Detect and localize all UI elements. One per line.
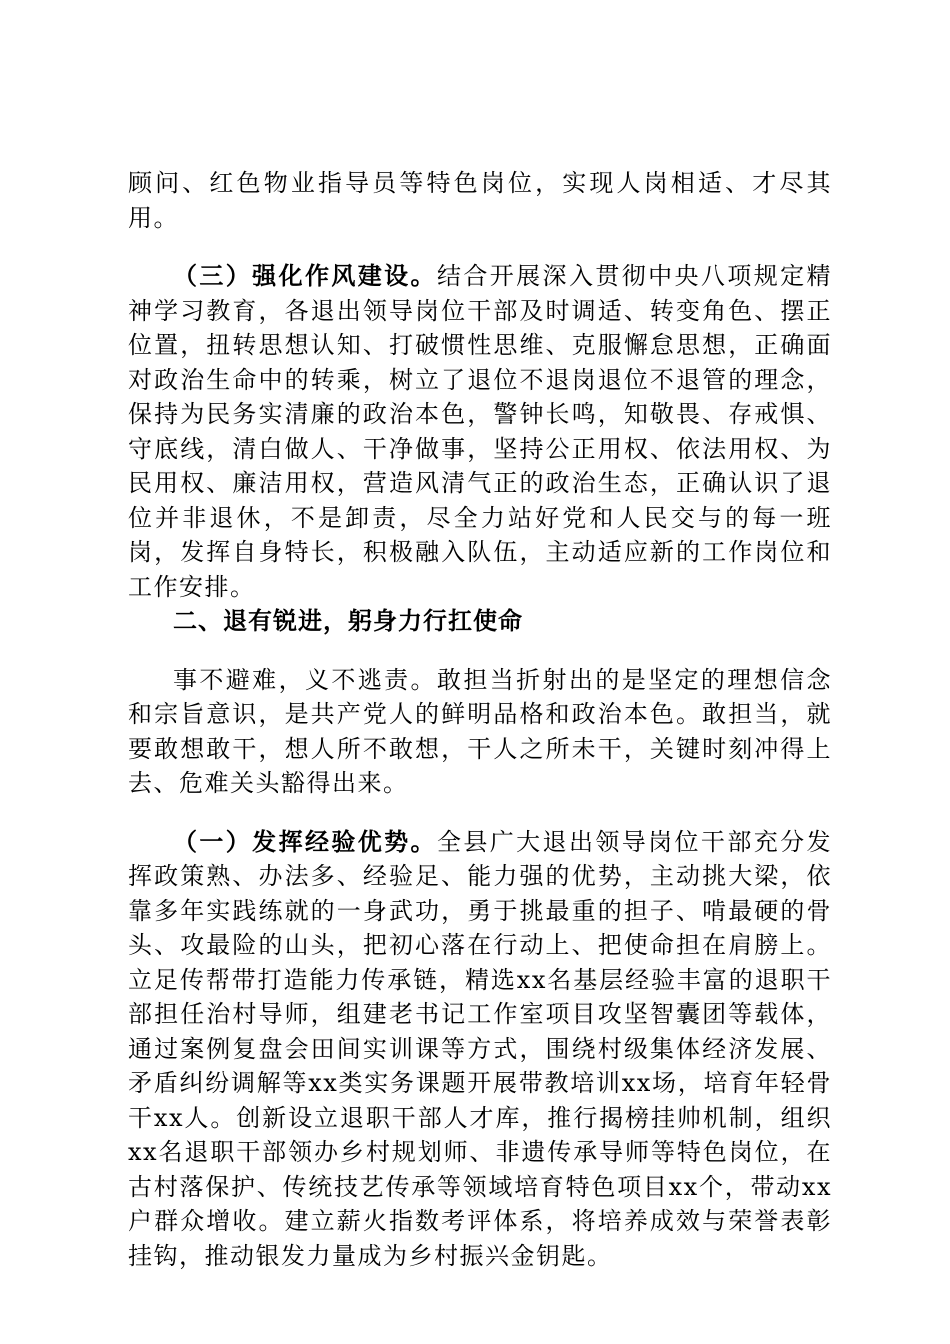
paragraph-section-1 <box>128 825 832 1274</box>
paragraph-continuation: 顾问、红色物业指导员等特色岗位，实现人岗相适、才尽其用。 <box>128 169 832 232</box>
paragraph-section-3 <box>128 259 832 604</box>
section-1-body: 全县广大退出领导岗位干部充分发挥政策熟、办法多、经验足、能力强的优势，主动挑大梁，依靠多年实践练就的一身武功，勇于挑最重的担子、啃最硬的骨头、攻最险的山头，把初心落在行动上、把使命担在肩膀上。立足传帮带打造能力传承链，精选xx名基层经验丰富的退职干部担任治村导师，组建老书记工作室项目攻坚智囊团等载体，通过案例复盘会田间实训课等方式，围绕村级集体经济发展、矛盾纠纷调解等xx类实务课题开展带教培训xx场，培育年轻骨干xx人。创新设立退职干部人才库，推行揭榜挂帅机制，组织xx名退职干部领办乡村规划师、非遗传承导师等特色岗位，在古村落保护、传统技艺传承等领域培育特色项目xx个，带动xx户群众增收。建立薪火指数考评体系，将培养成效与荣誉表彰挂钩，推动银发力量成为乡村振兴金钥匙。 <box>128 827 833 1270</box>
section-3-body: 结合开展深入贯彻中央八项规定精神学习教育，各退出领导岗位干部及时调适、转变角色、摆正位置，扭转思想认知、打破惯性思维、克服懈怠思想，正确面对政治生命中的转乘，树立了退位不退岗退位不退管的理念，保持为民务实清廉的政治本色，警钟长鸣，知敬畏、存戒惧、守底线，清白做人、干净做事，坚持公正用权、依法用权、为民用权、廉洁用权，营造风清气正的政治生态，正确认识了退位并非退休，不是卸责，尽全力站好党和人民交与的每一班岗，发挥自身特长，积极融入队伍，主动适应新的工作岗位和工作安排。 <box>128 262 833 601</box>
section-1-title: （一）发挥经验优势。 <box>173 826 437 856</box>
document-page <box>128 166 832 1273</box>
paragraph-chapter-2-intro: 事不避难，义不逃责。敢担当折射出的是坚定的理想信念和宗旨意识，是共产党人的鲜明品格和政治本色。敢担当，就要敢想敢干，想人所不敢想，干人之所未干，关键时刻冲得上去、危难关头豁得出来。 <box>128 665 832 797</box>
section-3-title: （三）强化作风建设。 <box>173 261 437 290</box>
chapter-2-heading: 二、退有锐进，躬身力行扛使命 <box>173 607 523 635</box>
